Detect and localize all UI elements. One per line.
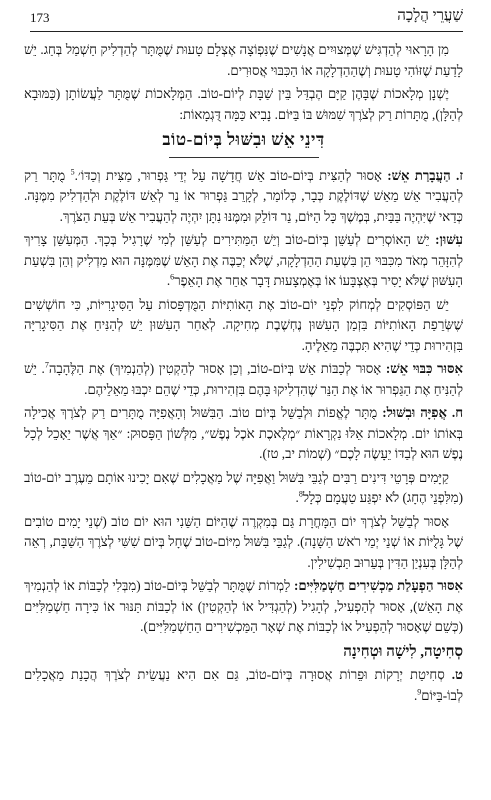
page-number: 173 — [30, 10, 50, 25]
paragraph-baking-next-day: אָסוּר לְבַשֵּׁל לְצֹרֶךְ יוֹם הַמָּחֳרָת גַּם בְּמִקְרֶה שֶׁהַיּוֹם הַשֵּׁנִי הוּא יוֹם טוֹב (שְׁנֵי יָמִים טוֹבִים שֶׁל גָּלֻיּוֹת אוֹ שְׁנֵי יְמֵי רֹאשׁ הַשָּׁנָה). לְגַבֵּי בִּשּׁוּל מִיּוֹם-טוֹב שֶׁחָל בְּיוֹם שִׁשִּׁי לְצֹרֶךְ הַשַּׁבָּת, רְאֵה לְהַלָּן בְּעִנְיַן הַדִּין בְּעֵרוּב תַּבְשִׁילִין. — [24, 513, 463, 570]
paragraph-electric-appliances — [24, 576, 463, 638]
page-body — [24, 40, 463, 794]
paragraph-text: סְחִיטַת יְרָקוֹת וּפֵרוֹת אֲסוּרָה בְּיוֹם-טוֹב, גַּם אִם הִיא נַעֲשֵׂית לְצֹרֶךְ הֲכָנַת מַאֲכָלִים לְבוֹ-בַּיּוֹם — [24, 667, 463, 703]
footnote-marker: 9 — [417, 687, 422, 697]
paragraph-text: אָסוּר לְהַצִּית בְּיוֹם-טוֹב אֵשׁ חֲדָשָׁה עַל יְדֵי גַּפְרוּר, מַצִּית וְכַדּוֹ׳. — [74, 167, 382, 183]
intro-paragraph-2: יֶשְׁנָן מְלָאכוֹת שֶׁבָּהֶן קַיָּם הֶבְדֵּל בֵּין שַׁבָּת לְיוֹם-טוֹב. הַמְּלָאכוֹת שֶׁמֻּתָּר לַעֲשׂוֹתָן (כַּמּוּבָא לְהַלָּן), מֻתָּרוֹת רַק לְצֹרֶךְ שִׁמּוּשׁ בּוֹ בַּיּוֹם. נָבִיא כַּמָּה דֻּגְמָאוֹת: — [24, 86, 463, 122]
footnote-marker: 6 — [170, 272, 175, 282]
paragraph-baking-cooking — [24, 403, 463, 465]
footnote-marker: 5 — [70, 167, 75, 177]
paragraph-text: אָסוּר לְכַבּוֹת אֵשׁ בְּיוֹם-טוֹב, וְכֵן אָסוּר לְהַקְטִין (לְהַנְמִיךְ) אֶת הַלֶּהָבָה — [48, 361, 382, 376]
paragraph-squeezing: ט. סְחִיטַת יְרָקוֹת וּפֵרוֹת אֲסוּרָה בְּיוֹם-טוֹב, גַּם אִם הִיא נַעֲשֵׂית לְצֹרֶךְ הֲכָנַת מַאֲכָלִים לְבוֹ-בַּיּוֹם$^9$. — [24, 667, 464, 703]
paragraph-lead: ח. אֲפִיָּה וּבִשּׁוּל: — [382, 405, 464, 420]
paragraph-smoking: עִשּׁוּן: יֵשׁ הָאוֹסְרִים לְעַשֵּׁן בְּיוֹם-טוֹב וְיֵשׁ הַמַּתִּירִים לְעַשֵּׁן לְמִי שֶׁרָגִיל בְּכָךְ. הַמְּעַשֵּׁן צָרִיךְ לְהִזָּהֵר מְאֹד מִכִּבּוּי הֵן בִּשְׁעַת הַהַדְלָקָה, שֶׁלֹּא יְכַבֶּה אֶת הָאֵשׁ שֶׁמִּמֶּנָּה הוּא מַדְלִיק וְהֵן בִּשְׁעַת הָעִשּׁוּן שֶׁלֹּא יָסִיר בְּאֶצְבָּעוֹ אוֹ בְּאֶמְצָעוּת דָּבָר אַחֵר אֶת הָאֵפֶר$^6$. — [24, 232, 464, 288]
subsection-title: סְחִיטָה, לִישָׁה וּטְחִינָה — [343, 643, 463, 660]
footnote-marker: 7 — [44, 360, 49, 370]
paragraph-text: לַמְרוֹת שֶׁמֻּתָּר לְבַשֵּׁל בְּיוֹם-טוֹב (מִבְּלִי לְכַבּוֹת אוֹ לְהַנְמִיךְ אֶת הָאֵשׁ), אָסוּר לְהַפְעִיל, לְהָגִיל (לְהַגְדִּיל אוֹ לְהַקְטִין) אוֹ לְכַבּוֹת תַּנּוּר אוֹ כִּירָה חַשְׁמַלִּיִּים (כְּשֵׁם שֶׁאָסוּר לְהַפְעִיל אוֹ לְכַבּוֹת אֶת שְׁאָר הַמַּכְשִׁירִים הַחַשְׁמַלִּיִּים). — [24, 578, 463, 634]
paragraph-text: מֻתָּר רַק לְהַעֲבִיר אֵשׁ מֵאֵשׁ שֶׁדּוֹלֶקֶת כְּבָר, כְּלוֹמַר, לְקָרֵב גַּפְרוּר אוֹ נֵר לְאֵשׁ דּוֹלֶקֶת וּלְהַדְלִיק מִמֶּנָּה. כְּדַאי שֶׁיִּהְיֶה בַּבַּיִת, בְּמֶשֶׁךְ כָּל הַיּוֹם, נֵר דּוֹלֵק וּמִמֶּנּוּ נִתָּן יִהְיֶה לְהַעֲבִיר אֵשׁ בְּעֵת הַצֹּרֶךְ. — [24, 167, 463, 224]
paragraph-lead: אִסּוּר הַפְעָלַת מַכְשִׁירִים חַשְׁמַלִּיִּים: — [293, 578, 464, 593]
paragraph-fire-transfer — [24, 166, 463, 228]
paragraph-smoking-continued: יֵשׁ הַפּוֹסְקִים לְמְחוֹק לִפְנֵי יוֹם-טוֹב אֶת הָאוֹתִיּוֹת הַמֻּדְפָּסוֹת עַל הַסִּיגָרִיּוֹת, כִּי חוֹשְׁשִׁים שֶׁשְּׂרֵפַת הָאוֹתִיּוֹת בִּזְמַן הָעִשּׁוּן נֶחְשֶׁבֶת מְחִיקָה. לְאַחַר הָעִשּׁוּן יֵשׁ לְהַנִּיחַ אֶת הַסִּיגָרִיָּה בִּזְהִירוּת כְּדֵי שֶׁהִיא תִּכְבֶּה מֵאֵלֶיהָ. — [24, 296, 463, 353]
paragraph-lead: עִשּׁוּן: — [435, 232, 464, 247]
paragraph-text: קַיָּמִים פְּרָטֵי דִּינִים רַבִּים לְגַבֵּי בִּשּׁוּל וַאֲפִיָּה שֶׁל מַאֲכָלִים שֶׁאִם יָכִינוּ אוֹתָם מֵעֶרֶב יוֹם-טוֹב (מִלִּפְנֵי הֶחָג) לֹא יִפְגַּע טַעֲמָם כְּלָל — [24, 469, 463, 505]
paragraph-lead: ז. הַעֲבָרַת אֵשׁ: — [387, 167, 464, 183]
paragraph-text: מֻתָּר לֶאֱפוֹת וּלְבַשֵּׁל בְּיוֹם טוֹב. הַבִּשּׁוּל וְהָאֲפִיָּה מֻתָּרִים רַק לְצֹרֶךְ אֲכִילָה בְּאוֹתוֹ יוֹם. מְלָאכוֹת אֵלּוּ נִקְרָאוֹת ״מְלֶאכֶת אֹכֶל נֶפֶשׁ״, מִלְּשׁוֹן הַפָּסוּק: ״אַךְ אֲשֶׁר יֵאָכֵל לְכָל נֶפֶשׁ הוּא לְבַדּוֹ יֵעָשֶׂה לָכֶם״ (שְׁמוֹת יב, טז). — [24, 405, 463, 461]
intro-paragraph-1: מִן הָרָאוּי לְהַדְגִּישׁ שֶׁמְּצוּיִים אֲנָשִׁים שֶׁנִּפְוֹצָה אֶצְלָם טָעוּת שֶׁמֻּתָּר לְהַדְלִיק חַשְׁמַל בְּחַג. יֵשׁ לָדַעַת שֶׁזּוֹהִי טָעוּת וְשֶׁהַהַדְלָקָה אוֹ הַכִּבּוּי אֲסוּרִים. — [24, 42, 463, 78]
footnote-marker: 8 — [298, 489, 303, 499]
running-title: שַׁעֲרֵי הֲלָכָה — [397, 8, 463, 24]
paragraph-baking-continued: קַיָּמִים פְּרָטֵי דִּינִים רַבִּים לְגַבֵּי בִּשּׁוּל וַאֲפִיָּה שֶׁל מַאֲכָלִים שֶׁאִם יָכִינוּ אוֹתָם מֵעֶרֶב יוֹם-טוֹב (מִלִּפְנֵי הֶחָג) לֹא יִפְגַּע טַעֲמָם כְּלָל$^8$. — [24, 469, 463, 505]
paragraph-lead: ט. — [451, 667, 464, 682]
header-divider — [30, 31, 463, 32]
page-header — [30, 8, 463, 30]
paragraph-extinguishing: אִסּוּר כִּבּוּי אֵשׁ: אָסוּר לְכַבּוֹת אֵשׁ בְּיוֹם-טוֹב, וְכֵן אָסוּר לְהַקְטִין (לְהַנְמִיךְ) אֶת הַלֶּהָבָה$^7$. יֵשׁ לְהַנִּיחַ אֶת הַגַּפְרוּר אוֹ אֶת הַנֵּר שֶׁהִדְלִיקוּ בָּהֶם בִּזְהִירוּת, כְּדֵי שֶׁהֵם יִכְבּוּ מֵאֵלֵיהֶם. — [24, 360, 463, 397]
paragraph-text: יֵשׁ לְהַנִּיחַ אֶת הַגַּפְרוּר אוֹ אֶת הַנֵּר שֶׁהִדְלִיקוּ בָּהֶם בִּזְהִירוּת, כְּדֵי שֶׁהֵם יִכְבּוּ מֵאֵלֵיהֶם. — [24, 361, 463, 397]
section-title-underline — [169, 157, 319, 158]
paragraph-text: יֵשׁ הָאוֹסְרִים לְעַשֵּׁן בְּיוֹם-טוֹב וְיֵשׁ הַמַּתִּירִים לְעַשֵּׁן לְמִי שֶׁרָגִיל בְּכָךְ. הַמְּעַשֵּׁן צָרִיךְ לְהִזָּהֵר מְאֹד מִכִּבּוּי הֵן בִּשְׁעַת הַהַדְלָקָה, שֶׁלֹּא יְכַבֶּה אֶת הָאֵשׁ שֶׁמִּמֶּנָּה הוּא מַדְלִיק וְהֵן בִּשְׁעַת הָעִשּׁוּן שֶׁלֹּא יָסִיר בְּאֶצְבָּעוֹ אוֹ בְּאֶמְצָעוּת דָּבָר אַחֵר אֶת הָאֵפֶר — [24, 232, 463, 288]
section-title: דִּינֵי אֵשׁ וּבִשּׁוּל בְּיוֹם-טוֹב — [162, 130, 325, 149]
paragraph-lead: אִסּוּר כִּבּוּי אֵשׁ: — [385, 361, 463, 376]
